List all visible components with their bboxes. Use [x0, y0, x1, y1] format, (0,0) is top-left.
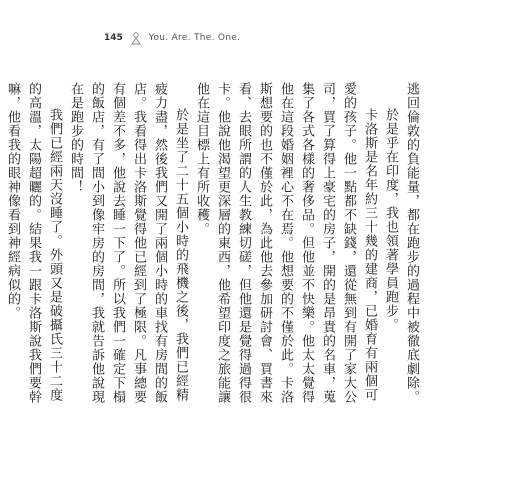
- page-number: 145: [104, 33, 123, 43]
- book-logo-icon: [129, 31, 143, 45]
- paragraph: 卡洛斯是名年約三十幾的建商，已婚育有兩個可愛的孩子。他一點都不缺錢，還從無到有開了家大公司，買了算得上豪宅的房子，開的是昂貴的名車，蒐集了各式各樣的奢侈品。但他並不快樂。他太太覺得他在這段婚姻裡心不在焉。他想要的不僅於此。卡洛斯想要的也不僅於此，為此他去參加研討會、買書來看、去眼所謂的人生教練切磋，但他還是覺得過得很卡。他說他渴望更深層的東西，他希望印度之旅能讓他在這目標上有所收穫。: [194, 82, 377, 404]
- page-header: [104, 30, 240, 46]
- paragraph: 我們已經兩天沒睡了。外頭又是破攝氏三十二度的高溫，太陽超曬的。結果我一跟卡洛斯說我們要幹嘛，他看我的眼神像看到神經病似的。: [5, 82, 62, 404]
- running-title: You. Are. The. One.: [148, 33, 241, 43]
- paragraph: 於是乎在印度，我也領著學員跑步。: [383, 108, 398, 332]
- body-text: [2, 82, 422, 412]
- paragraph: 於是坐了二十五個小時的飛機之後，我們已經精疲力盡，然後我們又開了兩個小時的車找有房間的飯店。我看得出卡洛斯覺得他已經到了極限。凡事總要有個差不多，他說去睡一下了。所以我們一確定下榻的飯店，有了間小到像牢房的房間，我就告訴他說現在是跑步的時間！: [68, 82, 188, 404]
- paragraph: 逃回倫敦的負能量，都在跑步的過程中被徹底劇除。: [404, 82, 419, 404]
